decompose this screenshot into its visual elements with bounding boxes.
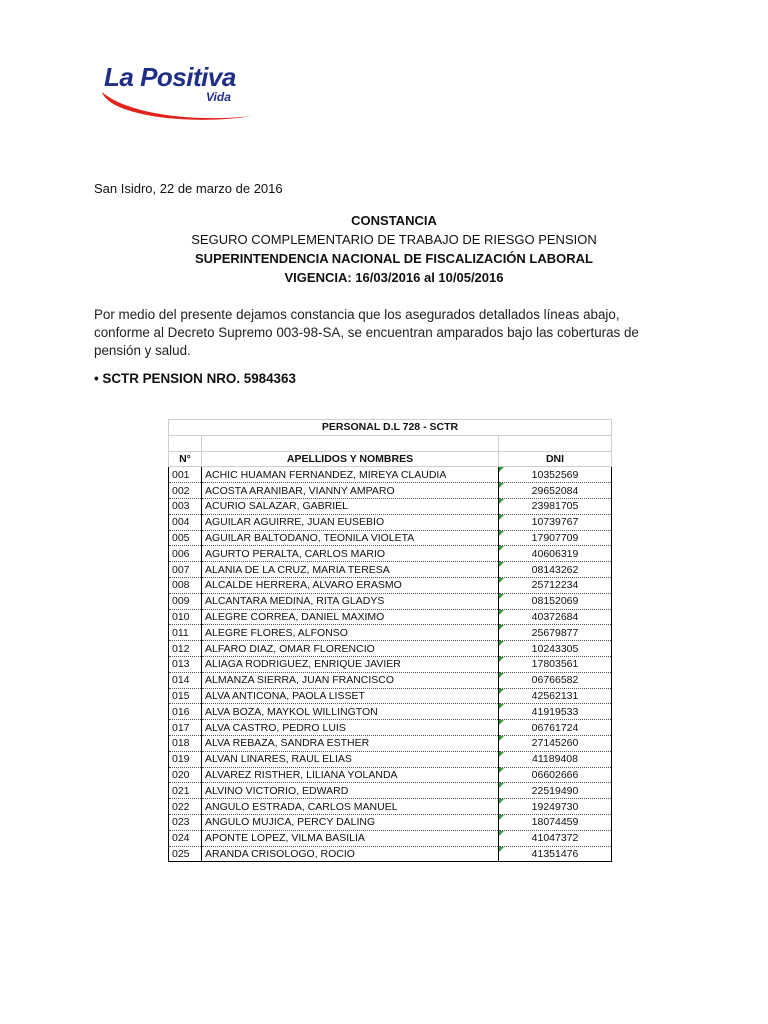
- table-row: [169, 641, 612, 657]
- row-num: 015: [169, 688, 202, 704]
- row-name: APONTE LOPEZ, VILMA BASILIA: [202, 830, 499, 846]
- row-name: ALVA REBAZA, SANDRA ESTHER: [202, 735, 499, 751]
- table-row: [169, 846, 612, 862]
- row-dni: 25679877: [499, 625, 612, 641]
- personnel-table-container: [168, 419, 611, 862]
- row-dni: 41919533: [499, 704, 612, 720]
- row-name: ANGULO MUJICA, PERCY DALING: [202, 814, 499, 830]
- row-dni: 19249730: [499, 799, 612, 815]
- spacer-cell: [169, 435, 202, 451]
- header-num: N°: [169, 451, 202, 467]
- row-name: ALVAREZ RISTHER, LILIANA YOLANDA: [202, 767, 499, 783]
- table-row: [169, 562, 612, 578]
- personnel-table-body: [169, 420, 612, 862]
- row-num: 004: [169, 514, 202, 530]
- row-dni: 41189408: [499, 751, 612, 767]
- row-dni: 06602666: [499, 767, 612, 783]
- heading-agency: SUPERINTENDENCIA NACIONAL DE FISCALIZACIÓN LABORAL: [195, 251, 593, 266]
- row-name: ALIAGA RODRIGUEZ, ENRIQUE JAVIER: [202, 656, 499, 672]
- table-row: [169, 656, 612, 672]
- table-spacer-row: [169, 435, 612, 451]
- header-name: APELLIDOS Y NOMBRES: [202, 451, 499, 467]
- table-row: [169, 625, 612, 641]
- row-dni: 27145260: [499, 735, 612, 751]
- table-row: [169, 546, 612, 562]
- row-dni: 42562131: [499, 688, 612, 704]
- row-name: AGUILAR BALTODANO, TEONILA VIOLETA: [202, 530, 499, 546]
- company-logo: [100, 62, 260, 128]
- table-row: [169, 783, 612, 799]
- heading-insurance-type: SEGURO COMPLEMENTARIO DE TRABAJO DE RIESGO PENSION: [191, 232, 597, 247]
- row-num: 023: [169, 814, 202, 830]
- table-header-row: [169, 451, 612, 467]
- row-num: 022: [169, 799, 202, 815]
- row-dni: 10739767: [499, 514, 612, 530]
- row-name: ALVA BOZA, MAYKOL WILLINGTON: [202, 704, 499, 720]
- logo-brand-text: La Positiva: [104, 62, 236, 92]
- row-name: ALANIA DE LA CRUZ, MARIA TERESA: [202, 562, 499, 578]
- row-dni: 18074459: [499, 814, 612, 830]
- row-name: ALVA CASTRO, PEDRO LUIS: [202, 720, 499, 736]
- row-num: 011: [169, 625, 202, 641]
- row-num: 016: [169, 704, 202, 720]
- row-num: 020: [169, 767, 202, 783]
- header-dni: DNI: [499, 451, 612, 467]
- table-row: [169, 720, 612, 736]
- row-dni: 17803561: [499, 656, 612, 672]
- table-row: [169, 467, 612, 483]
- row-num: 017: [169, 720, 202, 736]
- row-name: ALEGRE CORREA, DANIEL MAXIMO: [202, 609, 499, 625]
- row-name: ACHIC HUAMAN FERNANDEZ, MIREYA CLAUDIA: [202, 467, 499, 483]
- row-dni: 22519490: [499, 783, 612, 799]
- row-num: 005: [169, 530, 202, 546]
- heading-title: CONSTANCIA: [351, 213, 437, 228]
- policy-number: • SCTR PENSION NRO. 5984363: [94, 371, 296, 386]
- table-row: [169, 751, 612, 767]
- row-num: 001: [169, 467, 202, 483]
- table-row: [169, 672, 612, 688]
- row-num: 014: [169, 672, 202, 688]
- row-name: ALCANTARA MEDINA, RITA GLADYS: [202, 593, 499, 609]
- table-row: [169, 688, 612, 704]
- table-row: [169, 593, 612, 609]
- row-dni: 10352569: [499, 467, 612, 483]
- row-num: 002: [169, 483, 202, 499]
- row-name: ALFARO DIAZ, OMAR FLORENCIO: [202, 641, 499, 657]
- row-dni: 08143262: [499, 562, 612, 578]
- table-row: [169, 530, 612, 546]
- table-row: [169, 799, 612, 815]
- row-dni: 10243305: [499, 641, 612, 657]
- body-paragraph: Por medio del presente dejamos constancia que los asegurados detallados líneas abajo, conforme al Decreto Supremo 003-98-SA, se encuentran amparados bajo las coberturas de pensión y salud.: [94, 307, 639, 358]
- table-row: [169, 609, 612, 625]
- row-dni: 23981705: [499, 498, 612, 514]
- spacer-cell: [202, 435, 499, 451]
- row-name: ALVAN LINARES, RAUL ELIAS: [202, 751, 499, 767]
- row-name: ALCALDE HERRERA, ALVARO ERASMO: [202, 577, 499, 593]
- row-num: 006: [169, 546, 202, 562]
- table-title-row: [169, 420, 612, 436]
- row-num: 013: [169, 656, 202, 672]
- row-dni: 06766582: [499, 672, 612, 688]
- row-num: 024: [169, 830, 202, 846]
- row-name: ALVINO VICTORIO, EDWARD: [202, 783, 499, 799]
- row-num: 021: [169, 783, 202, 799]
- table-row: [169, 498, 612, 514]
- row-num: 007: [169, 562, 202, 578]
- row-name: ACURIO SALAZAR, GABRIEL: [202, 498, 499, 514]
- row-dni: 41047372: [499, 830, 612, 846]
- spacer-cell: [499, 435, 612, 451]
- row-dni: 29652084: [499, 483, 612, 499]
- row-dni: 41351476: [499, 846, 612, 862]
- row-name: ALEGRE FLORES, ALFONSO: [202, 625, 499, 641]
- row-name: ARANDA CRISOLOGO, ROCIO: [202, 846, 499, 862]
- table-row: [169, 483, 612, 499]
- row-dni: 17907709: [499, 530, 612, 546]
- table-row: [169, 735, 612, 751]
- row-name: ALMANZA SIERRA, JUAN FRANCISCO: [202, 672, 499, 688]
- table-row: [169, 767, 612, 783]
- row-dni: 06761724: [499, 720, 612, 736]
- row-num: 018: [169, 735, 202, 751]
- table-row: [169, 704, 612, 720]
- row-dni: 40372684: [499, 609, 612, 625]
- row-dni: 40606319: [499, 546, 612, 562]
- row-name: ANGULO ESTRADA, CARLOS MANUEL: [202, 799, 499, 815]
- document-heading: [94, 211, 694, 287]
- row-num: 009: [169, 593, 202, 609]
- row-name: ACOSTA ARANIBAR, VIANNY AMPARO: [202, 483, 499, 499]
- row-num: 019: [169, 751, 202, 767]
- row-name: AGURTO PERALTA, CARLOS MARIO: [202, 546, 499, 562]
- table-row: [169, 814, 612, 830]
- personnel-table: [168, 419, 612, 862]
- row-name: ALVA ANTICONA, PAOLA LISSET: [202, 688, 499, 704]
- table-title: PERSONAL D.L 728 - SCTR: [169, 420, 612, 436]
- heading-validity: VIGENCIA: 16/03/2016 al 10/05/2016: [284, 270, 504, 285]
- row-num: 003: [169, 498, 202, 514]
- date-line: San Isidro, 22 de marzo de 2016: [94, 181, 283, 196]
- row-dni: 08152069: [499, 593, 612, 609]
- table-row: [169, 514, 612, 530]
- row-num: 010: [169, 609, 202, 625]
- table-row: [169, 830, 612, 846]
- row-dni: 25712234: [499, 577, 612, 593]
- row-num: 008: [169, 577, 202, 593]
- row-num: 025: [169, 846, 202, 862]
- table-row: [169, 577, 612, 593]
- logo-sub-text: Vida: [206, 90, 231, 104]
- row-num: 012: [169, 641, 202, 657]
- row-name: AGUILAR AGUIRRE, JUAN EUSEBIO: [202, 514, 499, 530]
